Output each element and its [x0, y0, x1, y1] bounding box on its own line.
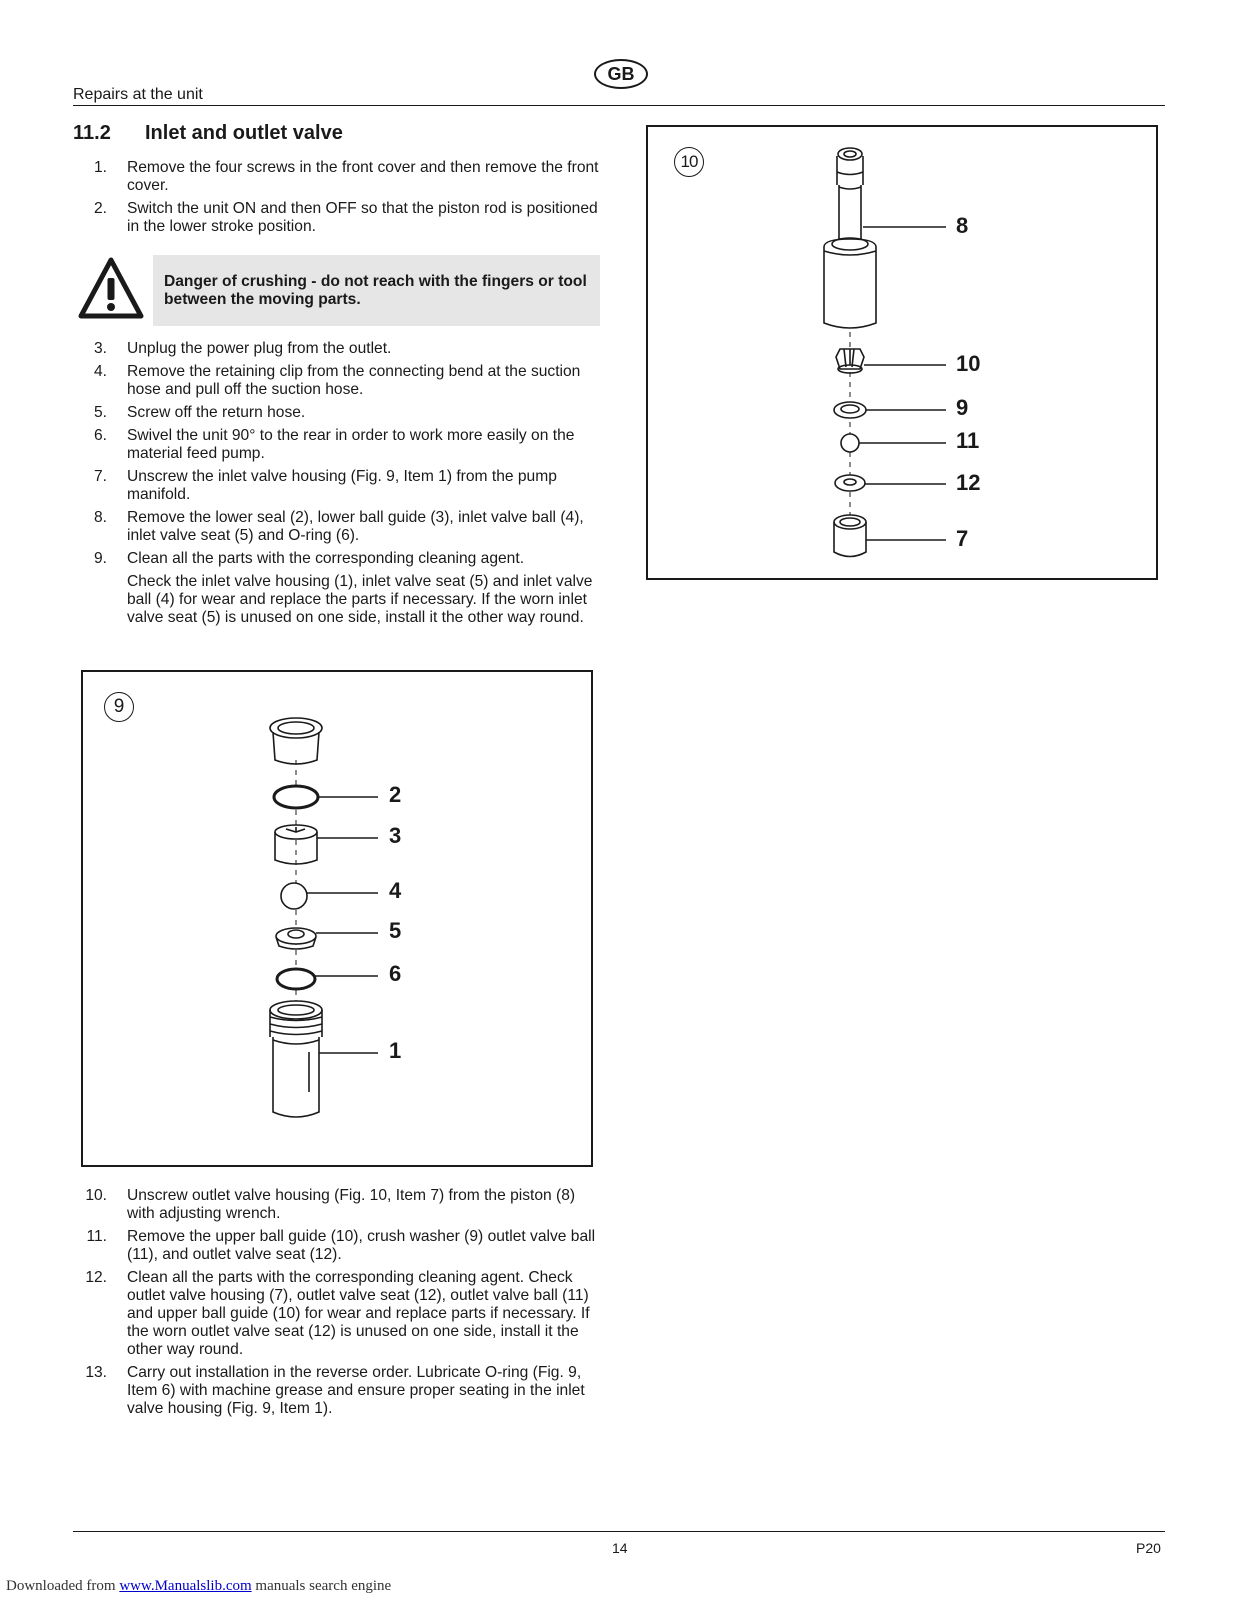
- step-text: Remove the upper ball guide (10), crush washer (9) outlet valve ball (11), and outlet valve seat (12).: [127, 1228, 596, 1263]
- step-number: 3.: [93, 340, 107, 357]
- step-text: Clean all the parts with the corresponding cleaning agent.: [127, 550, 525, 567]
- step-number: 7.: [93, 468, 107, 485]
- list-item: [73, 1228, 603, 1264]
- model-label: P20: [1136, 1540, 1161, 1556]
- download-note: [6, 1578, 391, 1595]
- callout-label: 9: [956, 395, 969, 420]
- step-text: Screw off the return hose.: [127, 404, 306, 421]
- section-header: Repairs at the unit: [73, 86, 203, 103]
- section-title-text: Inlet and outlet valve: [145, 122, 343, 144]
- page-number: 14: [612, 1540, 628, 1556]
- list-item: [73, 159, 603, 195]
- step-text: Remove the four screws in the front cover and then remove the front cover.: [127, 159, 599, 194]
- callout-label: 12: [956, 470, 981, 495]
- list-item: [73, 340, 603, 358]
- step-number: 13.: [85, 1364, 107, 1381]
- section-title: [73, 122, 343, 145]
- callout-label: 7: [956, 526, 969, 551]
- outlet-valve-exploded-diagram: [648, 127, 1156, 578]
- callout-label: 3: [389, 823, 402, 848]
- figure-10: [646, 125, 1158, 580]
- warning-text: Danger of crushing - do not reach with the fingers or tool between the moving parts.: [164, 273, 587, 308]
- list-item: [73, 1269, 603, 1359]
- list-item: [73, 509, 603, 545]
- step-number: 11.: [86, 1228, 107, 1245]
- language-badge: GB: [594, 59, 648, 89]
- callout-label: 5: [389, 918, 402, 943]
- figure-9: [81, 670, 593, 1167]
- callout-label: 10: [956, 351, 981, 376]
- callout-label: 11: [956, 428, 980, 453]
- inlet-valve-exploded-diagram: [83, 672, 591, 1165]
- section-number: 11.2: [73, 122, 111, 144]
- warning-triangle-icon: [77, 256, 145, 325]
- list-item: [73, 427, 603, 463]
- download-suffix: manuals search engine: [251, 1578, 392, 1594]
- list-item: [73, 1187, 603, 1223]
- step-text: Switch the unit ON and then OFF so that the piston rod is positioned in the lower stroke position.: [127, 200, 598, 235]
- step-number: 2.: [93, 200, 107, 217]
- step-number: 10.: [85, 1187, 107, 1204]
- figure-number: 9: [104, 692, 134, 722]
- callout-label: 6: [389, 961, 402, 986]
- header-divider: [73, 105, 1165, 106]
- steps-list-3: [73, 1187, 603, 1423]
- download-prefix: Downloaded from: [6, 1578, 120, 1594]
- callout-label: 8: [956, 213, 969, 238]
- step-number: 4.: [93, 363, 107, 380]
- footer-divider: [73, 1531, 1165, 1532]
- step-subtext: Check the inlet valve housing (1), inlet valve seat (5) and inlet valve ball (4) for wear and replace the parts if necessary. If the worn inlet valve seat (5) is unused on one side, install it the other way round.: [127, 573, 593, 626]
- callout-label: 1: [389, 1038, 402, 1063]
- step-number: 12.: [85, 1269, 107, 1286]
- step-number: 1.: [93, 159, 107, 176]
- step-number: 9.: [93, 550, 107, 567]
- list-item: [73, 468, 603, 504]
- list-item: [73, 404, 603, 422]
- list-item: [73, 363, 603, 399]
- step-text: Unplug the power plug from the outlet.: [127, 340, 392, 357]
- steps-list-1: [73, 159, 603, 241]
- step-number: 6.: [93, 427, 107, 444]
- manualslib-link[interactable]: www.Manualslib.com: [119, 1578, 252, 1594]
- steps-list-2: [73, 340, 603, 632]
- step-number: 5.: [93, 404, 107, 421]
- list-item: [73, 200, 603, 236]
- step-text: Unscrew the inlet valve housing (Fig. 9, Item 1) from the pump manifold.: [127, 468, 557, 503]
- figure-number: 10: [674, 147, 704, 177]
- step-text: Remove the lower seal (2), lower ball guide (3), inlet valve ball (4), inlet valve seat (5) and O-ring (6).: [127, 509, 584, 544]
- step-text: Swivel the unit 90° to the rear in order to work more easily on the material feed pump.: [127, 427, 575, 462]
- step-text: Carry out installation in the reverse order. Lubricate O-ring (Fig. 9, Item 6) with machine grease and ensure proper seating in the inlet valve housing (Fig. 9, Item 1).: [127, 1364, 585, 1417]
- callout-label: 2: [389, 782, 402, 807]
- step-text: Unscrew outlet valve housing (Fig. 10, Item 7) from the piston (8) with adjusting wrench.: [127, 1187, 576, 1222]
- step-text: Remove the retaining clip from the connecting bend at the suction hose and pull off the suction hose.: [127, 363, 581, 398]
- step-number: 8.: [93, 509, 107, 526]
- list-item: [73, 1364, 603, 1418]
- list-item: [73, 550, 603, 627]
- callout-label: 4: [389, 878, 402, 903]
- step-text: Clean all the parts with the corresponding cleaning agent. Check outlet valve housing (7), outlet valve seat (12), outlet valve ball (11) and upper ball guide (10) for wear and replace parts if necessary. If the worn outlet valve seat (12) is unused on one side, install it the other way round.: [127, 1269, 590, 1358]
